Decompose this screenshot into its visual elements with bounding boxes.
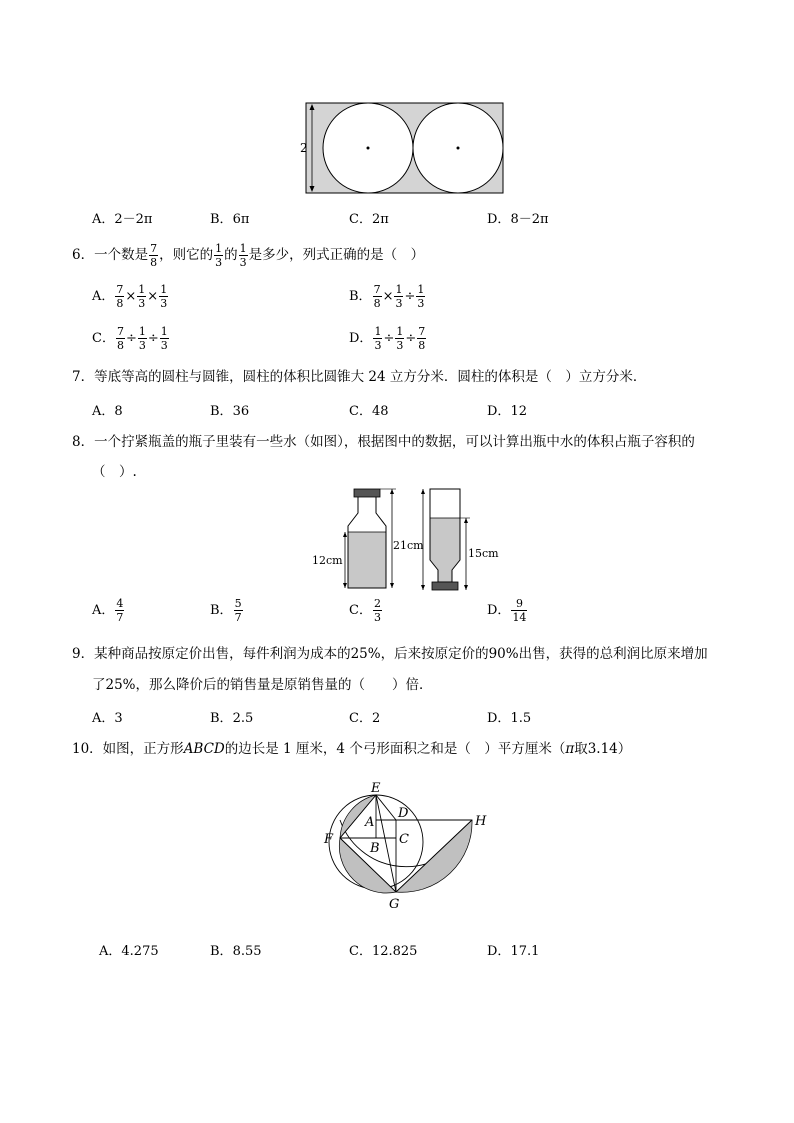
q8-figure [308, 486, 508, 594]
q9-stem-line1: 9．某种商品按原定价出售，每件利润为成本的25%，后来按原定价的90%出售，获得的总利润比原来增加 [72, 646, 708, 662]
q8-option-c[interactable]: C． $\frac{2}{3}$ [349, 597, 381, 624]
q9-option-b[interactable]: B．2.5 [210, 711, 254, 726]
q9-option-d[interactable]: D．1.5 [487, 711, 532, 726]
q5-option-b[interactable]: B．6π [210, 212, 250, 227]
q9-option-c[interactable]: C．2 [349, 711, 381, 726]
q7-stem: 7．等底等高的圆柱与圆锥，圆柱的体积比圆锥大 24 立方分米．圆柱的体积是（ ）立方分米． [72, 369, 647, 385]
q10-label-g: G [389, 897, 400, 912]
q5-center-right [457, 147, 460, 150]
q5-figure [296, 98, 510, 198]
q10-option-d[interactable]: D．17.1 [487, 944, 540, 959]
q10-label-e: E [371, 781, 381, 796]
q10-option-a[interactable]: A．4.275 [99, 944, 159, 959]
q6-frac-7-8: $\frac{7}{8}$ [150, 242, 158, 269]
q10-label-d: D [398, 806, 409, 821]
q10-label-b: B [370, 841, 380, 856]
q6-option-c[interactable]: C． $\frac{7}{8}$ ÷ $\frac{1}{3}$ ÷ $\frac{1}{3}$ [92, 325, 168, 352]
q6-option-d[interactable]: D． $\frac{1}{3}$ ÷ $\frac{1}{3}$ ÷ $\frac{7}{8}$ [349, 325, 426, 352]
q8-arrow-tip [390, 583, 394, 588]
q10-label-h: H [475, 814, 487, 829]
q10-segment-fg [339, 838, 396, 893]
q8-arrow-tip [421, 489, 425, 494]
q6-frac-1-3-a: $\frac{1}{3}$ [215, 242, 223, 269]
q7-option-d[interactable]: D．12 [487, 404, 527, 419]
q6-stem: 6．一个数是 $\frac{7}{8}$ ，则它的 $\frac{1}{3}$ 的 $\frac{1}{3}$ 是多少，列式正确的是（ ） [72, 242, 425, 269]
q5-option-c[interactable]: C．2π [349, 212, 389, 227]
q8-water-label: 12cm [312, 554, 343, 567]
q8-stem-line1: 8．一个拧紧瓶盖的瓶子里装有一些水（如图），根据图中的数据，可以计算出瓶中水的体积占瓶子容积的 [72, 434, 695, 450]
q10-label-f: F [324, 832, 334, 847]
q8-total-label: 21cm [393, 539, 424, 552]
q5-option-a[interactable]: A．2－2π [92, 212, 153, 227]
q8-arrow-tip [464, 585, 468, 590]
q8-air-label: 15cm [468, 547, 499, 560]
q8-option-d[interactable]: D． $\frac{9}{14}$ [487, 597, 527, 624]
q8-option-a[interactable]: A． $\frac{4}{7}$ [92, 597, 124, 624]
q5-height-label: 2 [300, 141, 308, 155]
q5-option-d[interactable]: D．8－2π [487, 212, 549, 227]
q10-figure [318, 780, 494, 914]
q8-inverted-cap [432, 582, 458, 590]
q8-bottle-cap [354, 489, 380, 497]
q6-frac-1-3-b: $\frac{1}{3}$ [239, 242, 247, 269]
q8-arrow-tip [343, 532, 347, 537]
q5-center-left [367, 147, 370, 150]
q8-inverted-water [430, 518, 460, 582]
q8-option-b[interactable]: B． $\frac{5}{7}$ [210, 597, 242, 624]
q6-option-b[interactable]: B． $\frac{7}{8}$ × $\frac{1}{3}$ ÷ $\frac{1}{3}$ [349, 283, 425, 310]
q9-stem-line2: 了25%，那么降价后的销售量是原销售量的（ ）倍． [92, 677, 433, 693]
q10-stem: 10．如图，正方形ABCD的边长是 1 厘米，4 个弓形面积之和是（ ）平方厘米（π取3.14） [72, 741, 632, 757]
q9-option-a[interactable]: A．3 [92, 711, 123, 726]
q8-arrow-tip [464, 518, 468, 523]
q8-arrow-tip [343, 583, 347, 588]
q10-option-b[interactable]: B．8.55 [210, 944, 262, 959]
q10-label-a: A [365, 815, 375, 830]
q10-option-c[interactable]: C．12.825 [349, 944, 418, 959]
q8-arrow-tip [421, 585, 425, 590]
q8-bottle-water [348, 532, 386, 588]
q8-arrow-tip [390, 489, 394, 494]
q8-stem-line2: （ ）. [92, 464, 137, 480]
q7-option-c[interactable]: C．48 [349, 404, 389, 419]
q10-label-c: C [399, 832, 409, 847]
q6-option-a[interactable]: A． $\frac{7}{8}$ × $\frac{1}{3}$ × $\frac{1}{3}$ [92, 283, 168, 310]
q7-option-b[interactable]: B．36 [210, 404, 250, 419]
q7-option-a[interactable]: A．8 [92, 404, 123, 419]
